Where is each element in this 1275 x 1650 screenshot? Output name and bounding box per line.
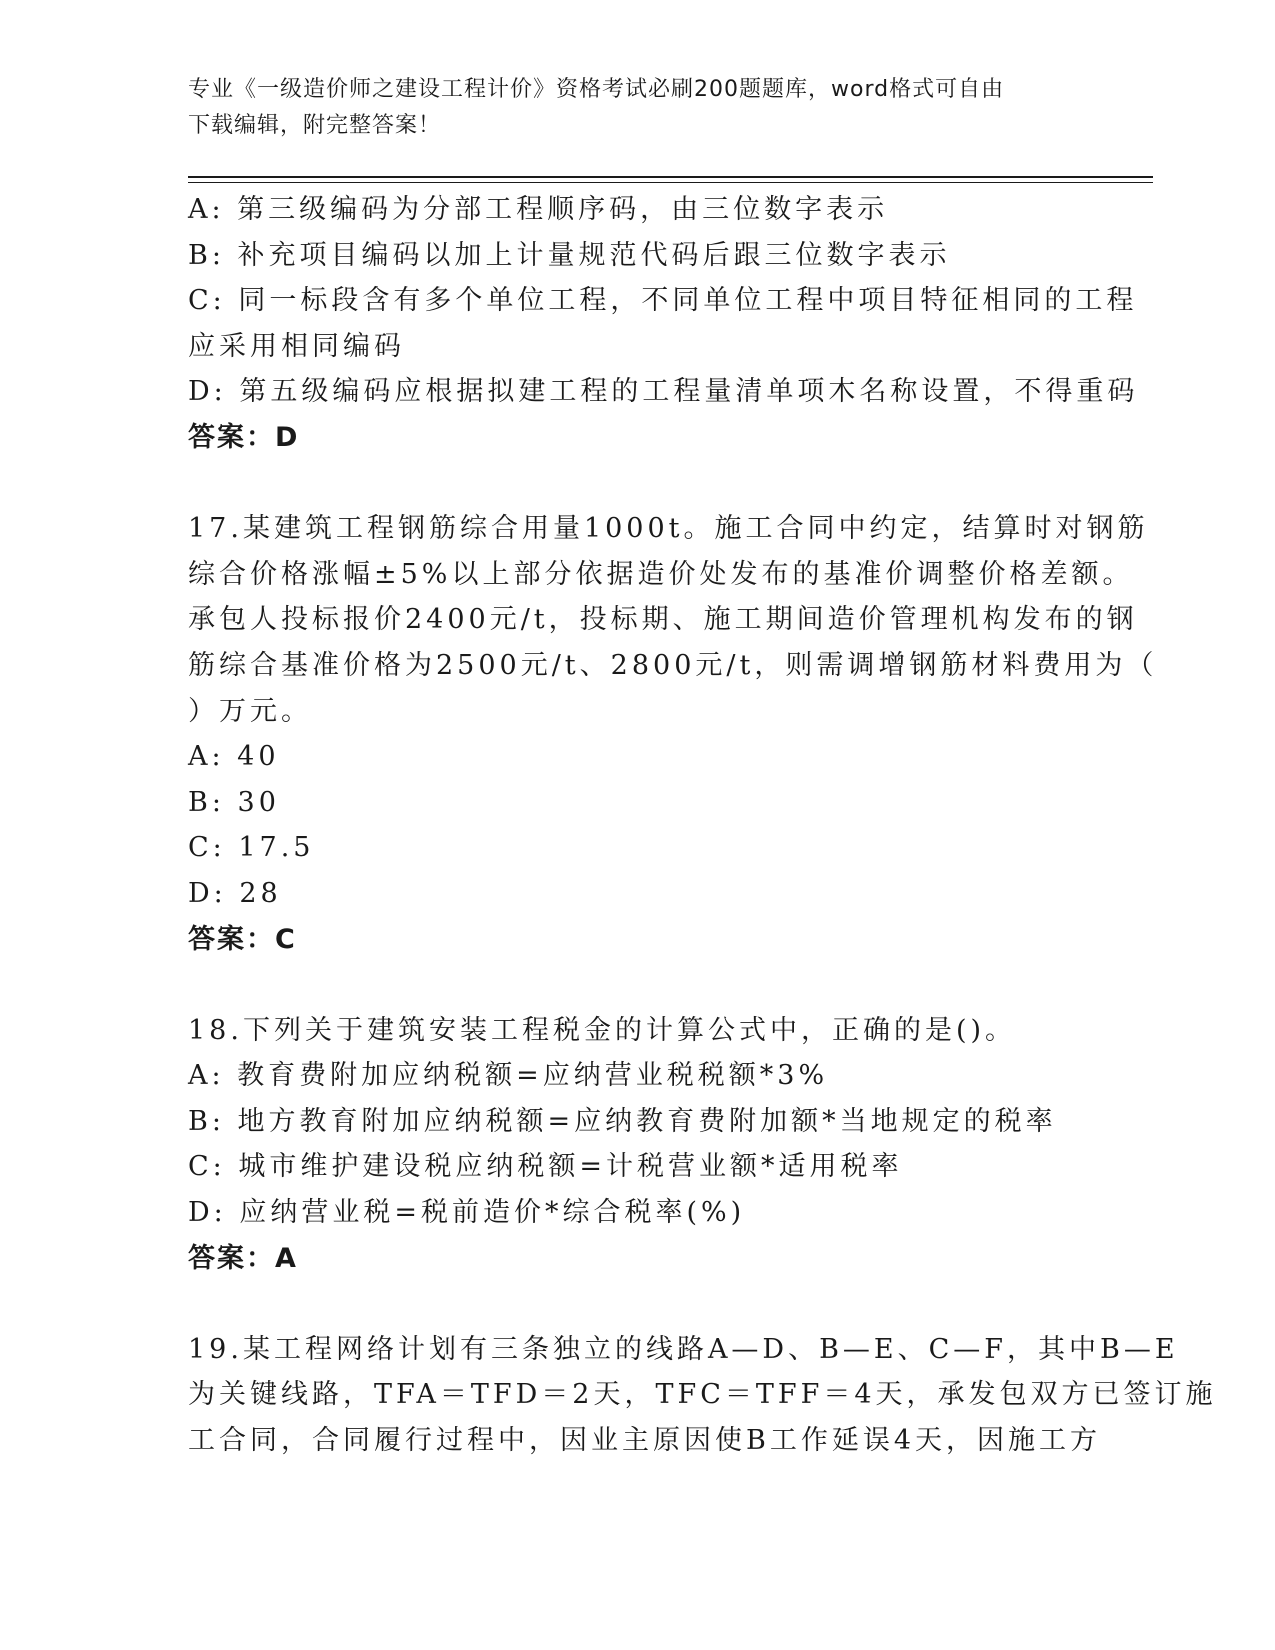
spacer: [188, 461, 1088, 507]
document-header: [188, 72, 1088, 144]
spacer: [188, 1281, 1088, 1327]
question-18-option-a: A: 教育费附加应纳税额=应纳营业税税额*3%: [188, 1060, 829, 1092]
header-line-2: 下载编辑，附完整答案！: [188, 113, 442, 138]
question-18-option-b: B: 地方教育附加应纳税额=应纳教育费附加额*当地规定的税率: [188, 1105, 1057, 1137]
question-18-option-c: C: 城市维护建设税应纳税额=计税营业额*适用税率: [188, 1151, 903, 1183]
question-17-option-c: C: 17.5: [188, 832, 315, 864]
question-17-option-d: D: 28: [188, 877, 282, 909]
question-17-stem: 17.某建筑工程钢筋综合用量1000t。施工合同中约定，结算时对钢筋: [188, 513, 1149, 545]
question-17-answer: 答案：C: [188, 923, 297, 955]
question-19-stem: 19.某工程网络计划有三条独立的线路A—D、B—E、C—F，其中B—E: [188, 1333, 1179, 1365]
question-19-stem: 工合同，合同履行过程中，因业主原因使B工作延误4天，因施工方: [188, 1425, 1102, 1457]
question-18-option-d: D: 应纳营业税=税前造价*综合税率(%): [188, 1197, 746, 1229]
answer-label: 答案：D: [188, 421, 300, 453]
question-17-stem: 承包人投标报价2400元/t，投标期、施工期间造价管理机构发布的钢: [188, 604, 1138, 636]
question-18-answer: 答案：A: [188, 1242, 298, 1274]
header-line-1: 专业《一级造价师之建设工程计价》资格考试必刷200题题库，word格式可自由: [188, 77, 1005, 102]
question-17-stem: 综合价格涨幅±5%以上部分依据造价处发布的基准价调整价格差额。: [188, 558, 1134, 590]
question-17-option-b: B: 30: [188, 786, 280, 818]
option-c-continued: 应采用相同编码: [188, 330, 405, 362]
question-content: [188, 187, 1217, 1464]
question-17-stem: 筋综合基准价格为2500元/t、2800元/t，则需调增钢筋材料费用为（: [188, 649, 1158, 681]
question-19-stem: 为关键线路，TFA＝TFD＝2天，TFC＝TFF＝4天，承发包双方已签订施: [188, 1379, 1217, 1411]
header-divider-thin: [188, 182, 1153, 183]
question-17-option-a: A: 40: [188, 741, 280, 773]
header-divider-thick: [188, 176, 1153, 178]
question-18-stem: 18.下列关于建筑安装工程税金的计算公式中，正确的是()。: [188, 1014, 1017, 1046]
spacer: [188, 962, 1088, 1008]
option-d: D: 第五级编码应根据拟建工程的工程量清单项木名称设置，不得重码: [188, 376, 1139, 408]
option-c: C: 同一标段含有多个单位工程，不同单位工程中项目特征相同的工程: [188, 285, 1138, 317]
option-b: B: 补充项目编码以加上计量规范代码后跟三位数字表示: [188, 239, 951, 271]
question-17-stem: ）万元。: [188, 695, 312, 727]
option-a: A: 第三级编码为分部工程顺序码，由三位数字表示: [188, 194, 889, 225]
